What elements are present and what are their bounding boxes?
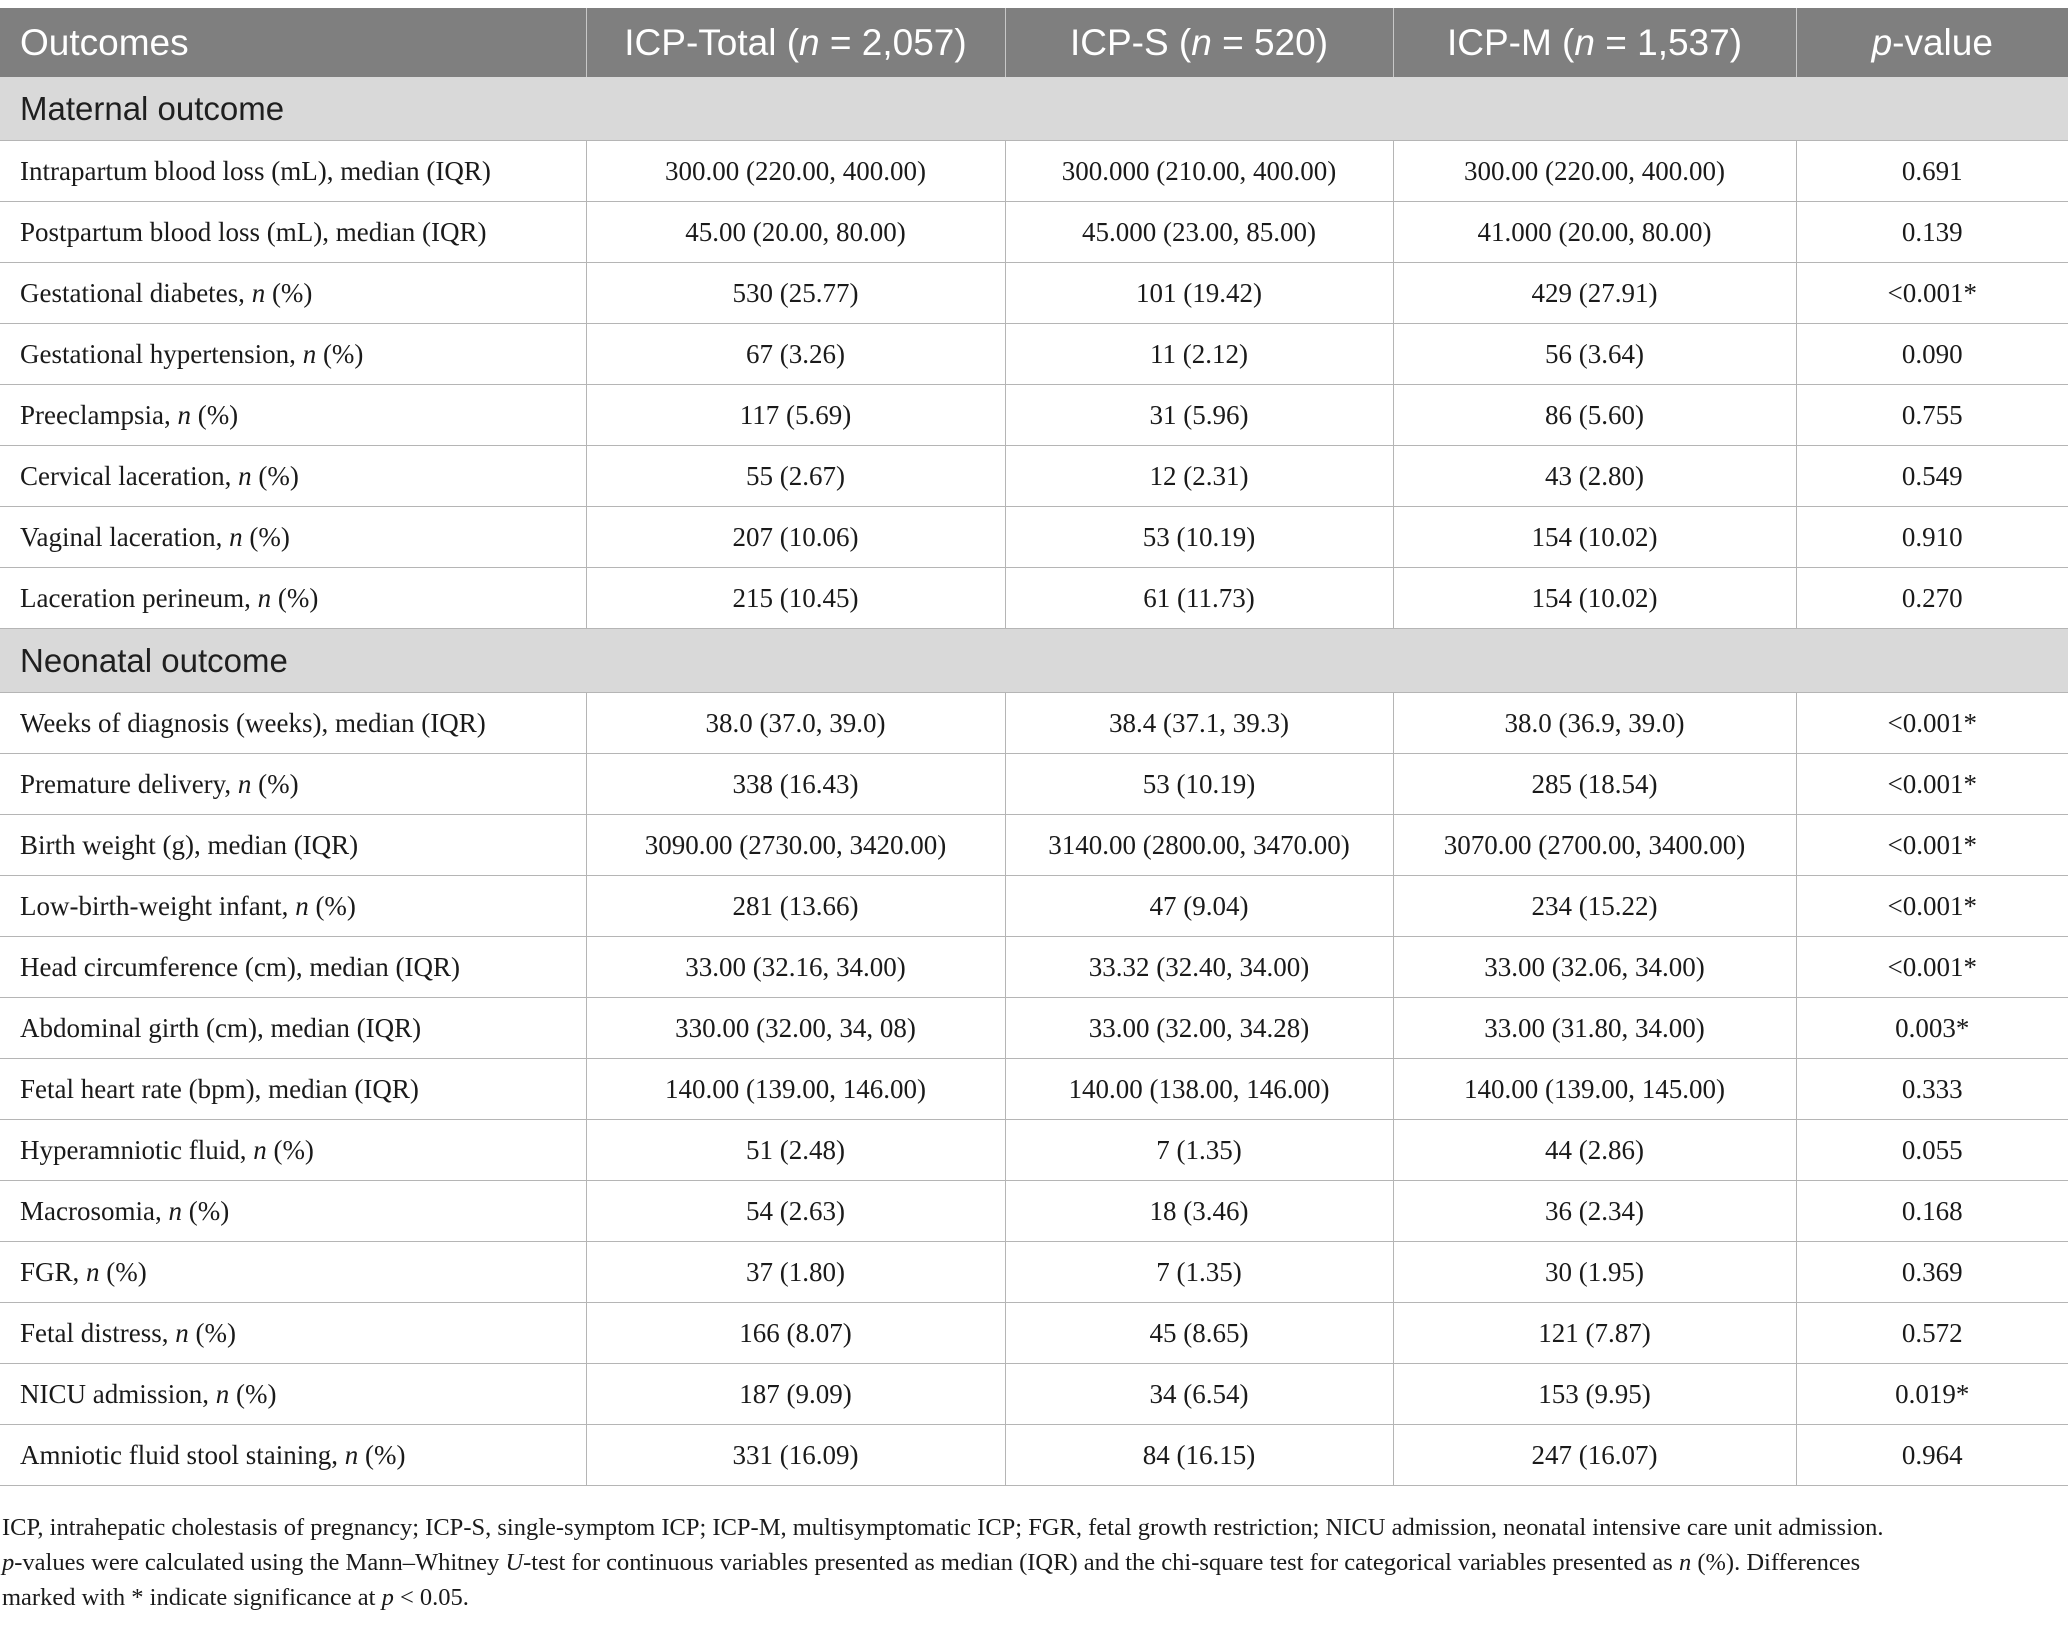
footnote-abbreviations: ICP, intrahepatic cholestasis of pregnancy; ICP-S, single-symptom ICP; ICP-M, multisymptomatic ICP; FGR, fetal growth restriction; NICU admission, neonatal intensive care unit admission.: [2, 1514, 1884, 1541]
table-row: [0, 141, 2068, 202]
icp-s-value: 7 (1.35): [1005, 1242, 1393, 1303]
icp-m-value: 153 (9.95): [1393, 1364, 1796, 1425]
outcome-label: Amniotic fluid stool staining, n (%): [0, 1425, 586, 1486]
outcomes-table: [0, 8, 2068, 1486]
outcome-label: Cervical laceration, n (%): [0, 446, 586, 507]
icp-total-value: 33.00 (32.16, 34.00): [586, 937, 1005, 998]
p-value: <0.001*: [1796, 937, 2068, 998]
outcome-label: Head circumference (cm), median (IQR): [0, 937, 586, 998]
icp-m-value: 154 (10.02): [1393, 568, 1796, 629]
p-value: 0.003*: [1796, 998, 2068, 1059]
outcome-label: Birth weight (g), median (IQR): [0, 815, 586, 876]
icp-s-value: 33.00 (32.00, 34.28): [1005, 998, 1393, 1059]
outcome-label: Intrapartum blood loss (mL), median (IQR): [0, 141, 586, 202]
icp-total-value: 331 (16.09): [586, 1425, 1005, 1486]
table-row: [0, 263, 2068, 324]
table-row: [0, 1425, 2068, 1486]
table-row: [0, 1059, 2068, 1120]
section-header-row: [0, 77, 2068, 141]
table-row: [0, 937, 2068, 998]
p-value: 0.055: [1796, 1120, 2068, 1181]
icp-total-value: 45.00 (20.00, 80.00): [586, 202, 1005, 263]
p-value: <0.001*: [1796, 876, 2068, 937]
icp-m-value: 3070.00 (2700.00, 3400.00): [1393, 815, 1796, 876]
p-value: 0.549: [1796, 446, 2068, 507]
table-row: [0, 754, 2068, 815]
icp-s-value: 45.000 (23.00, 85.00): [1005, 202, 1393, 263]
icp-total-value: 67 (3.26): [586, 324, 1005, 385]
footnote-significance: marked with * indicate significance at p < 0.05.: [2, 1584, 469, 1611]
icp-s-value: 31 (5.96): [1005, 385, 1393, 446]
table-row: [0, 1120, 2068, 1181]
icp-total-value: 3090.00 (2730.00, 3420.00): [586, 815, 1005, 876]
p-value: 0.090: [1796, 324, 2068, 385]
p-value: 0.572: [1796, 1303, 2068, 1364]
table-row: [0, 507, 2068, 568]
icp-m-value: 43 (2.80): [1393, 446, 1796, 507]
icp-s-value: 3140.00 (2800.00, 3470.00): [1005, 815, 1393, 876]
icp-s-value: 18 (3.46): [1005, 1181, 1393, 1242]
outcome-label: Low-birth-weight infant, n (%): [0, 876, 586, 937]
icp-m-value: 140.00 (139.00, 145.00): [1393, 1059, 1796, 1120]
section-title: Neonatal outcome: [0, 629, 2068, 693]
icp-m-value: 285 (18.54): [1393, 754, 1796, 815]
p-value: 0.139: [1796, 202, 2068, 263]
icp-total-value: 215 (10.45): [586, 568, 1005, 629]
icp-s-value: 33.32 (32.40, 34.00): [1005, 937, 1393, 998]
icp-s-value: 47 (9.04): [1005, 876, 1393, 937]
icp-m-value: 30 (1.95): [1393, 1242, 1796, 1303]
outcome-label: Preeclampsia, n (%): [0, 385, 586, 446]
p-value: <0.001*: [1796, 754, 2068, 815]
icp-s-value: 7 (1.35): [1005, 1120, 1393, 1181]
icp-s-value: 11 (2.12): [1005, 324, 1393, 385]
column-header-p-value: p-value: [1796, 8, 2068, 77]
icp-total-value: 117 (5.69): [586, 385, 1005, 446]
table-row: [0, 446, 2068, 507]
icp-s-value: 53 (10.19): [1005, 754, 1393, 815]
outcome-label: Gestational diabetes, n (%): [0, 263, 586, 324]
table-footnote: [2, 1510, 2062, 1615]
p-value: 0.168: [1796, 1181, 2068, 1242]
icp-total-value: 338 (16.43): [586, 754, 1005, 815]
icp-total-value: 51 (2.48): [586, 1120, 1005, 1181]
icp-m-value: 33.00 (32.06, 34.00): [1393, 937, 1796, 998]
p-value: 0.755: [1796, 385, 2068, 446]
icp-m-value: 154 (10.02): [1393, 507, 1796, 568]
table-row: [0, 385, 2068, 446]
table-header-row: [0, 8, 2068, 77]
column-header-icp-s: ICP-S (n = 520): [1005, 8, 1393, 77]
table-row: [0, 815, 2068, 876]
icp-m-value: 56 (3.64): [1393, 324, 1796, 385]
column-header-icp-m: ICP-M (n = 1,537): [1393, 8, 1796, 77]
icp-total-value: 530 (25.77): [586, 263, 1005, 324]
p-value: 0.910: [1796, 507, 2068, 568]
icp-total-value: 37 (1.80): [586, 1242, 1005, 1303]
outcome-label: Fetal distress, n (%): [0, 1303, 586, 1364]
icp-total-value: 166 (8.07): [586, 1303, 1005, 1364]
outcome-label: NICU admission, n (%): [0, 1364, 586, 1425]
section-header-row: [0, 629, 2068, 693]
icp-m-value: 234 (15.22): [1393, 876, 1796, 937]
outcome-label: Weeks of diagnosis (weeks), median (IQR): [0, 693, 586, 754]
table-row: [0, 876, 2068, 937]
table-row: [0, 1303, 2068, 1364]
icp-total-value: 54 (2.63): [586, 1181, 1005, 1242]
icp-s-value: 45 (8.65): [1005, 1303, 1393, 1364]
icp-m-value: 300.00 (220.00, 400.00): [1393, 141, 1796, 202]
table-row: [0, 998, 2068, 1059]
outcome-label: FGR, n (%): [0, 1242, 586, 1303]
p-value: 0.964: [1796, 1425, 2068, 1486]
icp-s-value: 101 (19.42): [1005, 263, 1393, 324]
outcome-label: Vaginal laceration, n (%): [0, 507, 586, 568]
icp-m-value: 44 (2.86): [1393, 1120, 1796, 1181]
icp-m-value: 121 (7.87): [1393, 1303, 1796, 1364]
table-row: [0, 1242, 2068, 1303]
section-title: Maternal outcome: [0, 77, 2068, 141]
results-table-container: [0, 8, 2068, 1486]
p-value: <0.001*: [1796, 815, 2068, 876]
table-row: [0, 1181, 2068, 1242]
icp-m-value: 429 (27.91): [1393, 263, 1796, 324]
icp-m-value: 247 (16.07): [1393, 1425, 1796, 1486]
icp-total-value: 38.0 (37.0, 39.0): [586, 693, 1005, 754]
table-row: [0, 1364, 2068, 1425]
icp-s-value: 61 (11.73): [1005, 568, 1393, 629]
column-header-icp-total: ICP-Total (n = 2,057): [586, 8, 1005, 77]
p-value: 0.333: [1796, 1059, 2068, 1120]
outcome-label: Premature delivery, n (%): [0, 754, 586, 815]
outcome-label: Postpartum blood loss (mL), median (IQR): [0, 202, 586, 263]
icp-s-value: 38.4 (37.1, 39.3): [1005, 693, 1393, 754]
p-value: <0.001*: [1796, 693, 2068, 754]
table-row: [0, 202, 2068, 263]
table-row: [0, 693, 2068, 754]
outcome-label: Gestational hypertension, n (%): [0, 324, 586, 385]
outcome-label: Abdominal girth (cm), median (IQR): [0, 998, 586, 1059]
icp-m-value: 36 (2.34): [1393, 1181, 1796, 1242]
icp-s-value: 84 (16.15): [1005, 1425, 1393, 1486]
p-value: 0.369: [1796, 1242, 2068, 1303]
outcome-label: Hyperamniotic fluid, n (%): [0, 1120, 586, 1181]
column-header-outcomes: Outcomes: [0, 8, 586, 77]
table-row: [0, 324, 2068, 385]
icp-m-value: 86 (5.60): [1393, 385, 1796, 446]
icp-s-value: 34 (6.54): [1005, 1364, 1393, 1425]
icp-m-value: 41.000 (20.00, 80.00): [1393, 202, 1796, 263]
table-row: [0, 568, 2068, 629]
icp-s-value: 140.00 (138.00, 146.00): [1005, 1059, 1393, 1120]
outcome-label: Macrosomia, n (%): [0, 1181, 586, 1242]
icp-total-value: 140.00 (139.00, 146.00): [586, 1059, 1005, 1120]
icp-total-value: 330.00 (32.00, 34, 08): [586, 998, 1005, 1059]
icp-total-value: 187 (9.09): [586, 1364, 1005, 1425]
icp-m-value: 33.00 (31.80, 34.00): [1393, 998, 1796, 1059]
p-value: 0.019*: [1796, 1364, 2068, 1425]
p-value: <0.001*: [1796, 263, 2068, 324]
outcome-label: Laceration perineum, n (%): [0, 568, 586, 629]
icp-s-value: 12 (2.31): [1005, 446, 1393, 507]
icp-total-value: 207 (10.06): [586, 507, 1005, 568]
icp-m-value: 38.0 (36.9, 39.0): [1393, 693, 1796, 754]
icp-s-value: 300.000 (210.00, 400.00): [1005, 141, 1393, 202]
footnote-methods: p-values were calculated using the Mann–Whitney U-test for continuous variables presented as median (IQR) and the chi-square test for categorical variables presented as n (%). Differences: [2, 1549, 1861, 1576]
p-value: 0.270: [1796, 568, 2068, 629]
table-body: [0, 77, 2068, 1486]
outcome-label: Fetal heart rate (bpm), median (IQR): [0, 1059, 586, 1120]
icp-total-value: 55 (2.67): [586, 446, 1005, 507]
p-value: 0.691: [1796, 141, 2068, 202]
icp-total-value: 300.00 (220.00, 400.00): [586, 141, 1005, 202]
icp-s-value: 53 (10.19): [1005, 507, 1393, 568]
icp-total-value: 281 (13.66): [586, 876, 1005, 937]
